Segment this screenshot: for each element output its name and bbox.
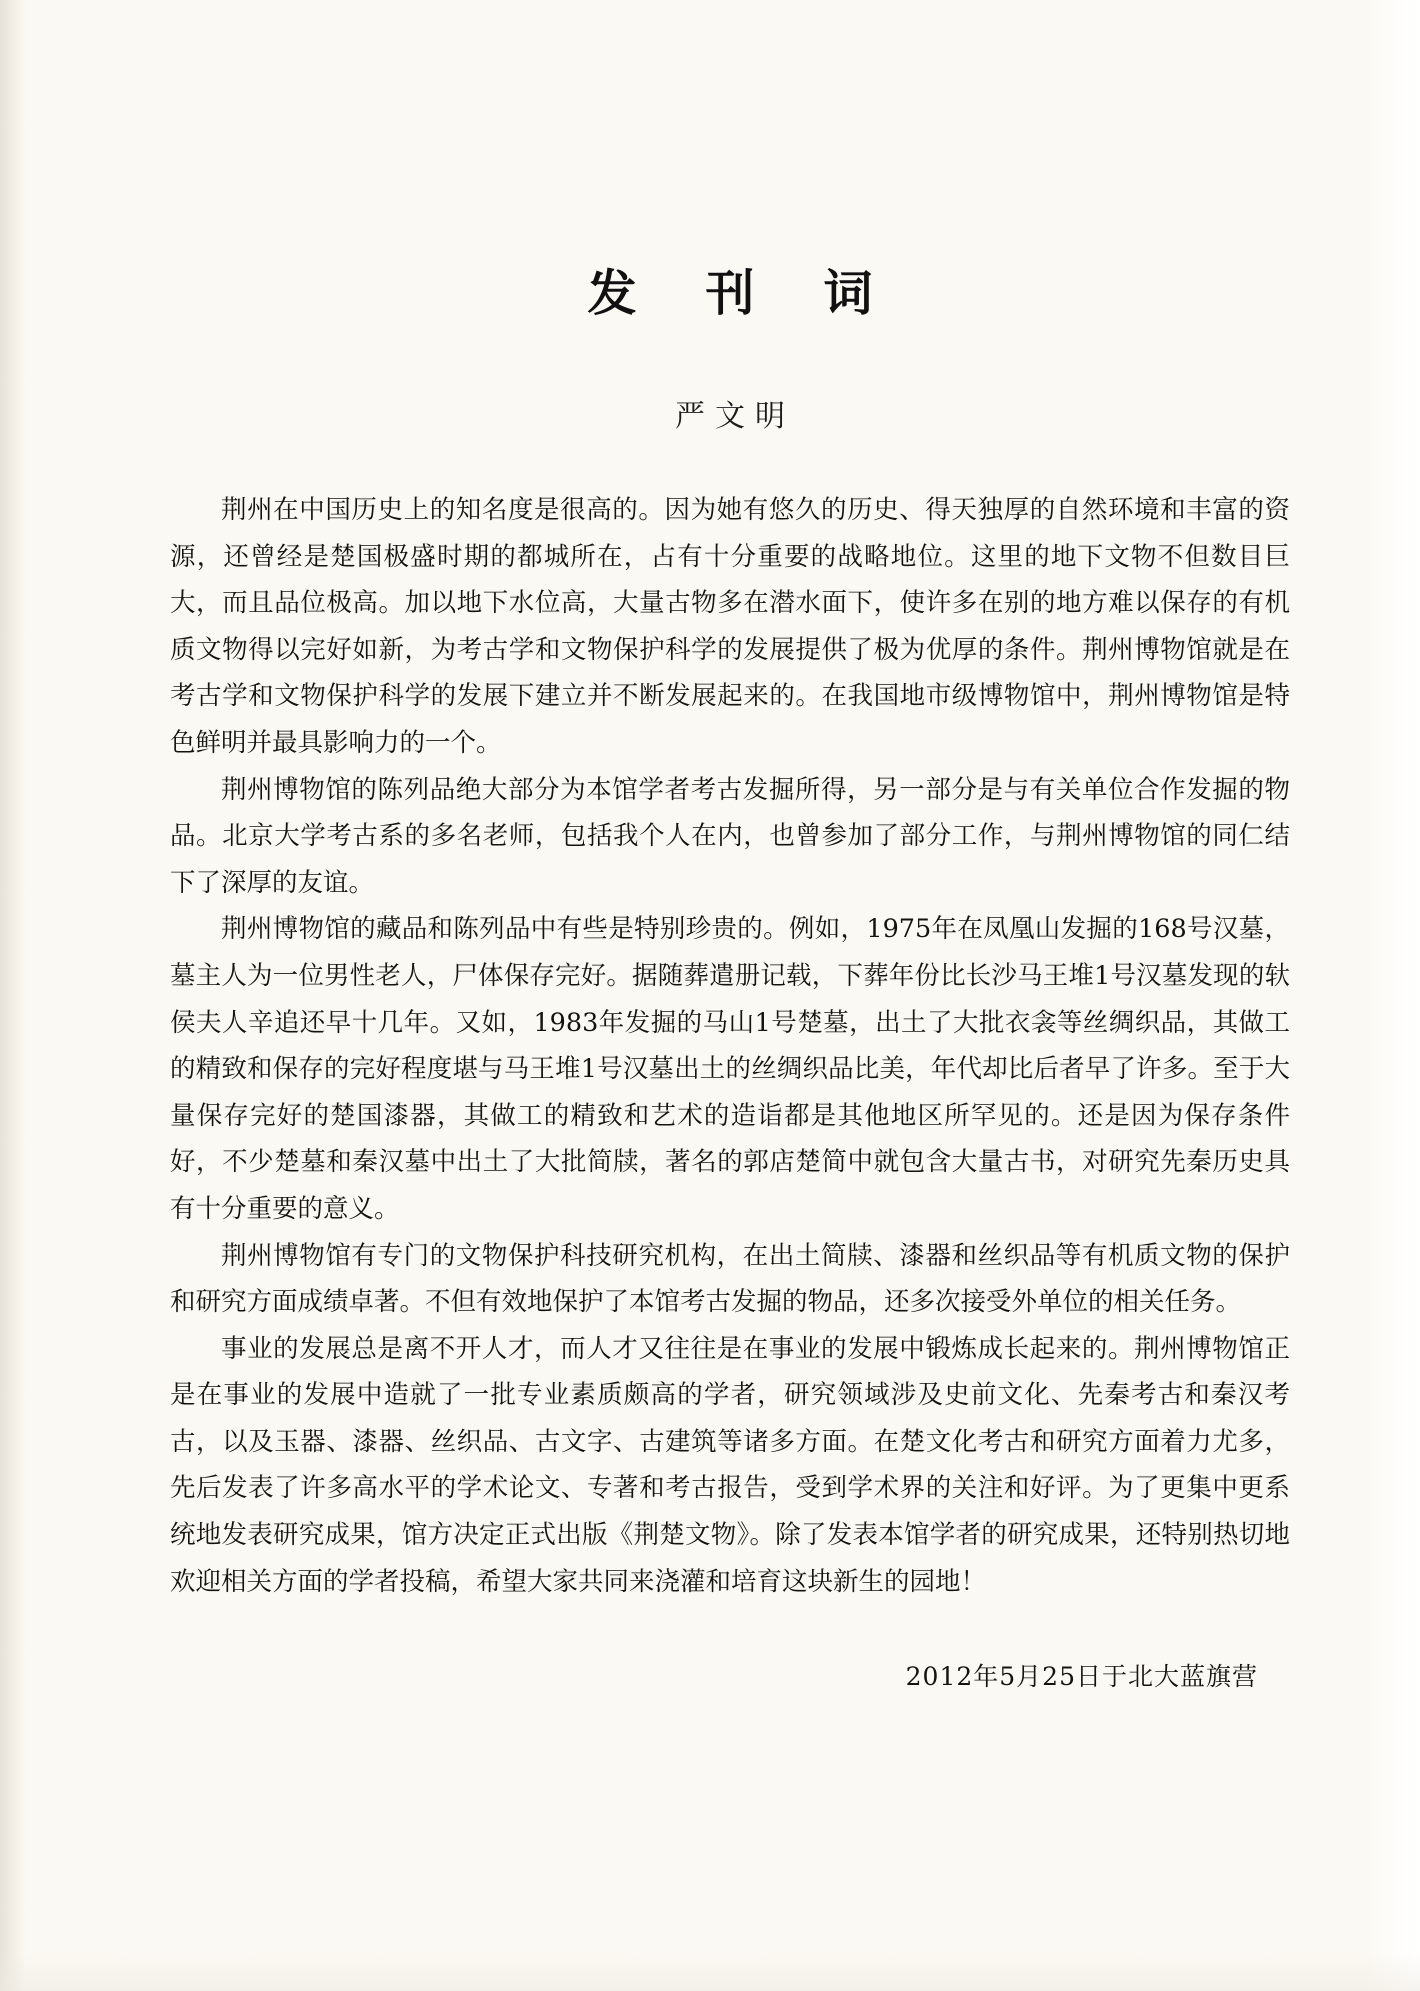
page-left-gutter-shadow	[0, 0, 26, 1991]
page-bottom-shadow	[0, 1951, 1420, 1991]
page-right-edge-shadow	[1368, 0, 1420, 1991]
paragraph: 荆州博物馆的陈列品绝大部分为本馆学者考古发掘所得，另一部分是与有关单位合作发掘的物品。北京大学考古系的多名老师，包括我个人在内，也曾参加了部分工作，与荆州博物馆的同仁结下了深厚的友谊。	[170, 774, 1290, 898]
paragraph: 事业的发展总是离不开人才，而人才又往往是在事业的发展中锻炼成长起来的。荆州博物馆正是在事业的发展中造就了一批专业素质颇高的学者，研究领域涉及史前文化、先秦考古和秦汉考古，以及玉器、漆器、丝织品、古文字、古建筑等诸多方面。在楚文化考古和研究方面着力尤多，先后发表了许多高水平的学术论文、专著和考古报告，受到学术界的关注和好评。为了更集中更系统地发表研究成果，馆方决定正式出版《荆楚文物》。除了发表本馆学者的研究成果，还特别热切地欢迎相关方面的学者投稿，希望大家共同来浇灌和培育这块新生的园地！	[170, 1333, 1290, 1597]
author-name: 严文明	[675, 399, 795, 434]
page-title: 发 刊 词	[587, 264, 899, 322]
article-body	[170, 487, 1290, 1605]
date-line: 2012年5月25日于北大蓝旗营	[905, 1662, 1258, 1692]
paragraph: 荆州在中国历史上的知名度是很高的。因为她有悠久的历史、得天独厚的自然环境和丰富的资源，还曾经是楚国极盛时期的都城所在，占有十分重要的战略地位。这里的地下文物不但数目巨大，而且品位极高。加以地下水位高，大量古物多在潜水面下，使许多在别的地方难以保存的有机质文物得以完好如新，为考古学和文物保护科学的发展提供了极为优厚的条件。荆州博物馆就是在考古学和文物保护科学的发展下建立并不断发展起来的。在我国地市级博物馆中，荆州博物馆是特色鲜明并最具影响力的一个。	[170, 495, 1290, 758]
paragraph: 荆州博物馆有专门的文物保护科技研究机构，在出土简牍、漆器和丝织品等有机质文物的保护和研究方面成绩卓著。不但有效地保护了本馆考古发掘的物品，还多次接受外单位的相关任务。	[170, 1240, 1290, 1318]
page-content	[170, 0, 1290, 1991]
paragraph: 荆州博物馆的藏品和陈列品中有些是特别珍贵的。例如，1975年在凤凰山发掘的168号汉墓，墓主人为一位男性老人，尸体保存完好。据随葬遣册记载，下葬年份比长沙马王堆1号汉墓发现的轪侯夫人辛追还早十几年。又如，1983年发掘的马山1号楚墓，出土了大批衣衾等丝绸织品，其做工的精致和保存的完好程度堪与马王堆1号汉墓出土的丝绸织品比美，年代却比后者早了许多。至于大量保存完好的楚国漆器，其做工的精致和艺术的造诣都是其他地区所罕见的。还是因为保存条件好，不少楚墓和秦汉墓中出土了大批简牍，著名的郭店楚简中就包含大量古书，对研究先秦历史具有十分重要的意义。	[170, 914, 1290, 1224]
